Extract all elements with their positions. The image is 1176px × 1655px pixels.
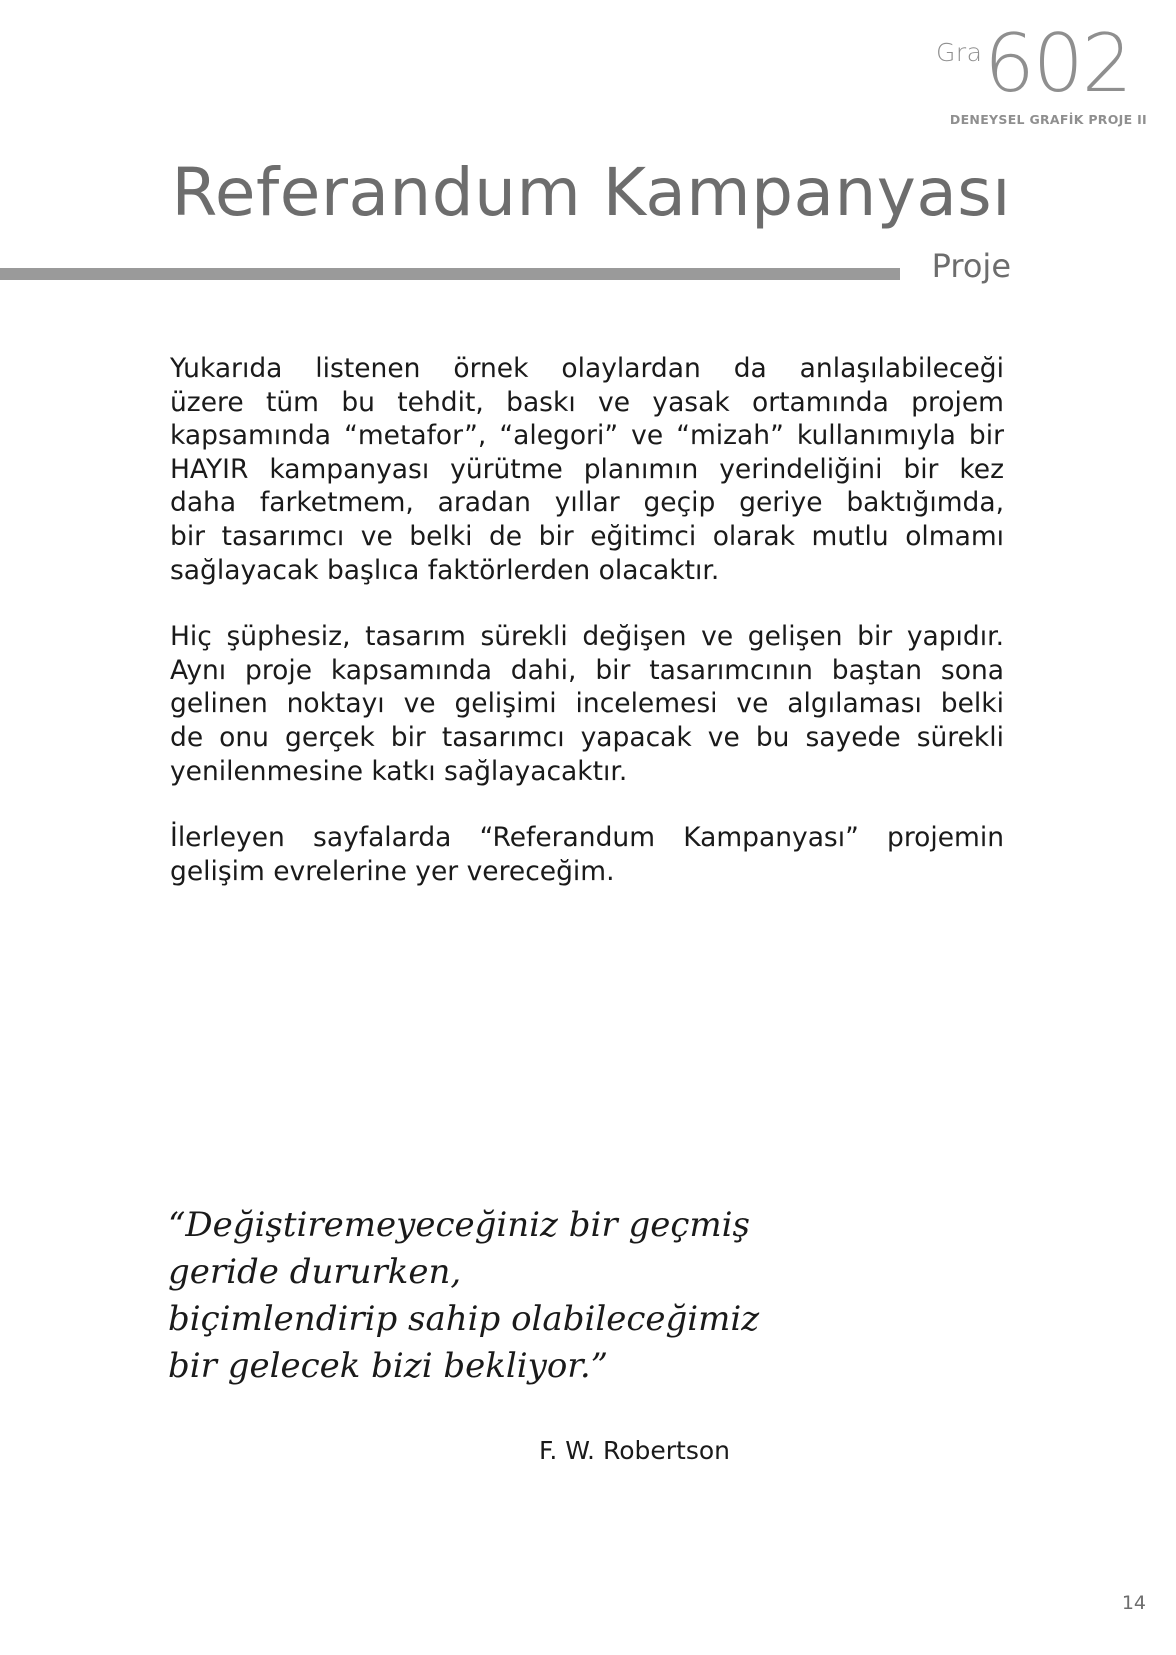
title-rule [0,268,900,280]
text-line: HAYIR kampanyası yürütme planımın yerindeliğini bir kez [170,453,1004,485]
page-number: 14 [1121,1592,1146,1614]
text-line: üzere tüm bu tehdit, baskı ve yasak ortamında projem [170,386,1004,418]
paragraph-3 [170,821,1004,888]
quote-line: “Değiştiremeyeceğiniz bir geçmiş [168,1205,750,1245]
text-line: gelişim evrelerine yer vereceğim. [170,855,615,887]
text-line: Hiç şüphesiz, tasarım sürekli değişen ve gelişen bir yapıdır. [170,621,1004,653]
paragraph-1 [170,352,1004,587]
paragraph-2 [170,620,1004,788]
text-line: Aynı proje kapsamında dahi, bir tasarımcının baştan sona [170,654,1004,686]
text-line: yenilenmesine katkı sağlayacaktır. [170,755,628,787]
page-title: Referandum Kampanyası [171,154,1011,231]
text-line: bir tasarımcı ve belki de bir eğitimci olarak mutlu olmamı [170,520,1004,552]
quote [168,1202,759,1390]
text-line: Yukarıda listenen örnek olaylardan da anlaşılabileceği [170,353,1004,384]
course-name: DENEYSEL GRAFİK PROJE II [949,112,1147,127]
text-line: sağlayacak başlıca faktörlerden olacaktır. [170,554,720,586]
quote-author: F. W. Robertson [538,1436,730,1465]
text-line: kapsamında “metafor”, “alegori” ve “mizah” kullanımıyla bir [170,420,1004,452]
text-line: gelinen noktayı ve gelişimi incelemesi ve algılaması belki [170,688,1004,720]
quote-line: bir gelecek bizi bekliyor.” [168,1346,609,1386]
quote-line: geride dururken, [168,1252,462,1292]
body-text [170,352,1004,921]
text-line: de onu gerçek bir tasarımcı yapacak ve bu sayede sürekli [170,721,1004,753]
text-line: daha farketmem, aradan yıllar geçip geriye baktığımda, [170,487,1004,519]
course-code [936,17,1146,122]
section-label: Proje [931,247,1011,285]
quote-line: biçimlendirip sahip olabileceğimiz [168,1299,760,1339]
text-line: İlerleyen sayfalarda “Referandum Kampanyası” projemin [170,822,1004,854]
course-prefix: Gra [936,38,983,67]
course-number: 602 [984,17,1131,110]
